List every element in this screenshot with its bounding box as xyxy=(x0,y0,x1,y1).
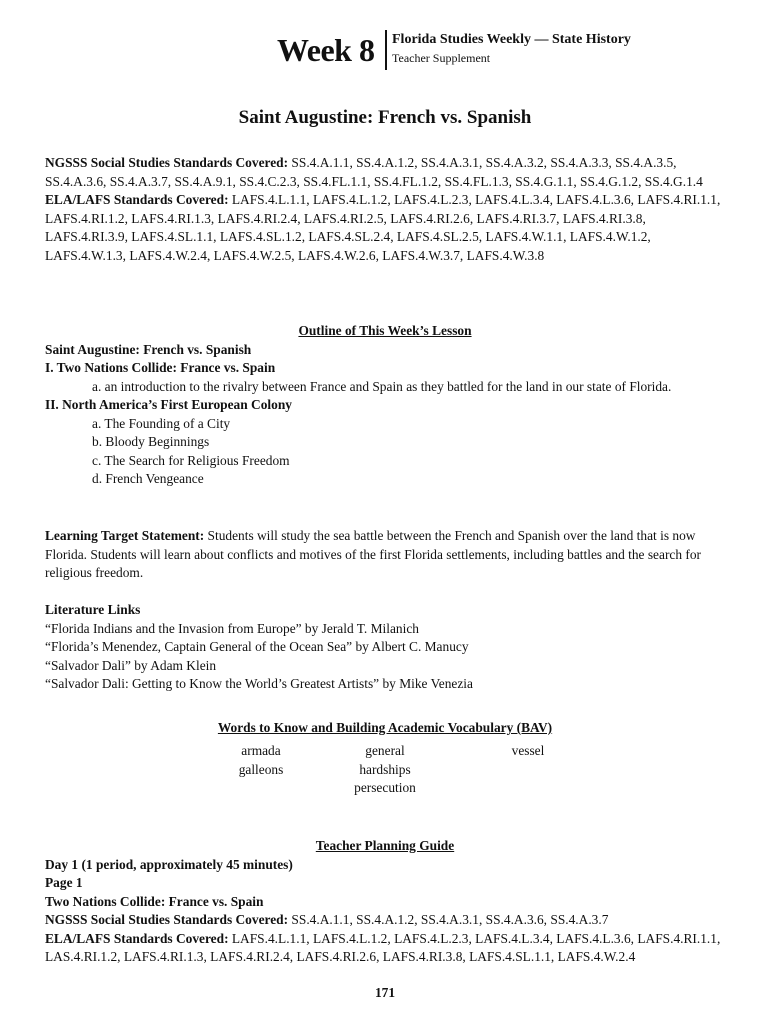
planning-ngsss-label: NGSSS Social Studies Standards Covered: xyxy=(45,912,289,927)
outline-item: c. The Search for Religious Freedom xyxy=(92,452,290,468)
vocab-column-2 xyxy=(335,742,435,798)
header-divider xyxy=(385,30,387,70)
page-number: 171 xyxy=(374,985,396,1000)
planning-ela xyxy=(45,930,725,967)
literature-item: “Florida’s Menendez, Captain General of the Ocean Sea” by Albert C. Manucy xyxy=(45,639,469,654)
literature-item: “Salvador Dali” by Adam Klein xyxy=(45,657,217,673)
vocab-word: general xyxy=(365,743,405,758)
outline-item: a. an introduction to the rivalry between France and Spain as they battled for the land in our state of Florida. xyxy=(92,378,672,394)
literature-section xyxy=(45,601,725,694)
series-title: Florida Studies Weekly — State History xyxy=(392,32,631,47)
planning-section xyxy=(45,837,725,967)
ngsss-standards xyxy=(45,154,725,191)
standards-section xyxy=(45,154,725,265)
outline-section-1: I. Two Nations Collide: France vs. Spain xyxy=(45,360,276,375)
planning-ngsss-codes: SS.4.A.1.1, SS.4.A.1.2, SS.4.A.3.1, SS.4.A.3.6, SS.4.A.3.7 xyxy=(288,912,609,927)
planning-ngsss xyxy=(45,911,725,930)
vocab-word: hardships xyxy=(359,761,411,777)
ngsss-label: NGSSS Social Studies Standards Covered: xyxy=(45,155,289,170)
vocab-column-3 xyxy=(495,742,561,761)
learning-target xyxy=(45,527,725,583)
planning-ela-codes: LAFS.4.L.1.1, LAFS.4.L.1.2, LAFS.4.L.2.3, LAFS.4.L.3.4, LAFS.4.L.3.6, LAFS.4.RI.1.1, LAS.4.RI.1.2, LAFS.4.RI.1.3, LAFS.4.RI.2.4, LAFS.4.RI.2.6, LAFS.4.RI.3.8, LAFS.4.SL.1.1, LAFS.4.W.2.4 xyxy=(45,930,721,964)
outline-lesson-title: Saint Augustine: French vs. Spanish xyxy=(45,341,252,357)
learning-target-label: Learning Target Statement: xyxy=(45,528,205,543)
vocabulary-heading xyxy=(45,719,725,738)
outline-item: b. Bloody Beginnings xyxy=(92,434,210,449)
vocab-word: vessel xyxy=(511,743,545,758)
literature-item: “Florida Indians and the Invasion from Europe” by Jerald T. Milanich xyxy=(45,620,419,636)
outline-section xyxy=(45,322,725,489)
header-subtitle xyxy=(392,32,631,66)
planning-ela-label: ELA/LAFS Standards Covered: xyxy=(45,930,229,946)
planning-page: Page 1 xyxy=(45,875,83,890)
outline-item: d. French Vengeance xyxy=(92,471,204,486)
planning-heading: Teacher Planning Guide xyxy=(315,838,455,853)
outline-heading: Outline of This Week’s Lesson xyxy=(298,323,472,338)
ngsss-codes: SS.4.A.1.1, SS.4.A.1.2, SS.4.A.3.1, SS.4.A.3.2, SS.4.A.3.3, SS.4.A.3.5, SS.4.A.3.6, SS.4.A.3.7, SS.4.A.9.1, SS.4.C.2.3, SS.4.FL.1.1, SS.4.FL.1.2, SS.4.FL.1.3, SS.4.G.1.1, SS.4.G.1.2, SS.4.G.1.4 xyxy=(45,155,703,189)
ela-label: ELA/LAFS Standards Covered: xyxy=(45,192,229,207)
ela-codes: LAFS.4.L.1.1, LAFS.4.L.1.2, LAFS.4.L.2.3, LAFS.4.L.3.4, LAFS.4.L.3.6, LAFS.4.RI.1.1, LAFS.4.RI.1.2, LAFS.4.RI.1.3, LAFS.4.RI.2.4, LAFS.4.RI.2.5, LAFS.4.RI.2.6, LAFS.4.RI.3.7, LAFS.4.RI.3.8, LAFS.4.RI.3.9, LAFS.4.SL.1.1, LAFS.4.SL.1.2, LAFS.4.SL.2.4, LAFS.4.SL.2.5, LAFS.4.W.1.1, LAFS.4.W.1.2, LAFS.4.W.1.3, LAFS.4.W.2.4, LAFS.4.W.2.5, LAFS.4.W.2.6, LAFS.4.W.3.7, LAFS.4.W.3.8 xyxy=(45,192,721,263)
vocab-word: galleons xyxy=(238,761,284,777)
supplement-label: Teacher Supplement xyxy=(392,51,491,65)
planning-day: Day 1 (1 period, approximately 45 minutes) xyxy=(45,856,293,872)
vocab-word: persecution xyxy=(354,780,416,795)
literature-heading: Literature Links xyxy=(45,602,141,617)
planning-topic: Two Nations Collide: France vs. Spain xyxy=(45,893,264,909)
ela-standards xyxy=(45,191,725,265)
week-title: Week 8 xyxy=(277,32,375,68)
vocabulary-heading-text: Words to Know and Building Academic Vocabulary (BAV) xyxy=(217,720,553,735)
literature-item: “Salvador Dali: Getting to Know the World’s Greatest Artists” by Mike Venezia xyxy=(45,676,473,691)
vocab-word: armada xyxy=(241,743,281,758)
page-title: Saint Augustine: French vs. Spanish xyxy=(238,107,532,128)
outline-item: a. The Founding of a City xyxy=(92,415,231,431)
outline-section-2: II. North America’s First European Colony xyxy=(45,397,292,412)
vocab-column-1 xyxy=(205,742,317,779)
learning-target-text: Students will study the sea battle between the French and Spanish over the land that is now Florida. Students will learn about conflicts and motives of the first Florida settlements, including battles and the search for religious freedom. xyxy=(45,528,701,580)
